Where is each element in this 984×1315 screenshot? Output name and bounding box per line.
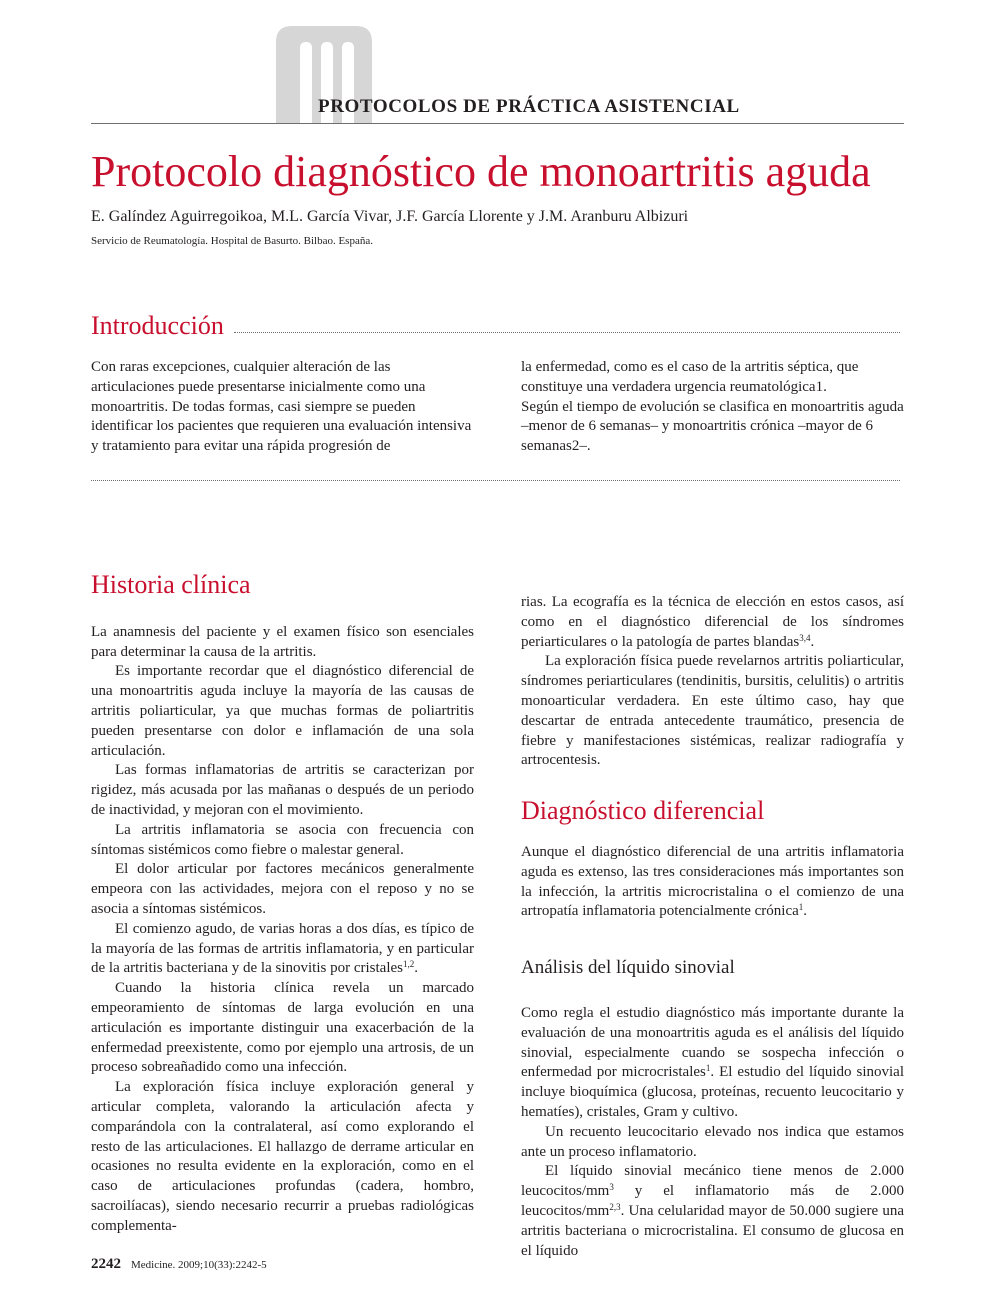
dotted-leader	[234, 332, 900, 333]
intro-column-1: Con raras excepciones, cualquier alteración de las articulaciones puede presentarse inicialmente como una monoartritis. De todas formas, casi siempre se pueden identificar los pacientes que requieren una evaluación intensiva y tratamiento para evitar una rápida progresión de	[91, 359, 472, 455]
paragraph: Un recuento leucocitario elevado nos indica que estamos ante un proceso inflamatorio.	[521, 1123, 904, 1160]
paragraph: Como regla el estudio diagnóstico más importante durante la evaluación de una monoartritis aguda es el análisis del líquido sinovial, especialmente cuando se sospecha infección o enfermedad por microcristales$^1$. El estudio del líquido sinovial incluye bioquímica (glucosa, proteínas, recuento leucocitario y hematíes), cristales, Gram y cultivo.	[521, 1004, 904, 1120]
article-title: Protocolo diagnóstico de monoartritis aguda	[91, 147, 871, 196]
reference: 1	[705, 1063, 711, 1074]
dotted-divider	[91, 480, 900, 481]
liquido-subheading: Análisis del líquido sinovial	[521, 957, 735, 979]
reference: 3,4	[799, 632, 811, 643]
paragraph: El comienzo agudo, de varias horas a dos días, es típico de la mayoría de las formas de artritis inflamatoria, y en particular de la artritis bacteriana y de la sinovitis por cristales$^{1,2}$.	[91, 920, 474, 977]
paragraph: rias. La ecografía es la técnica de elección en estos casos, así como en el diagnóstico diferencial de los síndromes periarticulares o la patología de partes blandas$^{3,4}$.	[521, 594, 904, 650]
diagnostico-heading: Diagnóstico diferencial	[521, 796, 765, 826]
intro-heading: Introducción	[91, 311, 224, 340]
paragraph: Es importante recordar que el diagnóstico diferencial de una monoartritis aguda incluye la mayoría de las causas de artritis poliarticular, ya que muchas formas de poliartritis pueden presentarse con dolor e inflamación de una sola articulación.	[91, 663, 474, 759]
paragraph: Las formas inflamatorias de artritis se caracterizan por rigidez, más acusada por las mañanas o después de un periodo de inactividad, y mejoran con el movimiento.	[91, 762, 474, 818]
reference: 2,3	[609, 1201, 621, 1212]
page-footer	[91, 1255, 267, 1273]
page-number: 2242	[91, 1256, 121, 1272]
reference: 1,2	[402, 959, 415, 970]
paragraph: La exploración física puede revelarnos artritis poliarticular, síndromes periarticulares (tendinitis, bursitis, celulitis) o artritis monoarticular verdadera. En este último caso, hay que descartar de entrada antecedente traumático, presencia de fiebre y manifestaciones sistémicas, realizar radiografía y artrocentesis.	[521, 653, 904, 769]
right-column	[521, 593, 904, 1261]
journal-citation: Medicine. 2009;10(33):2242-5	[131, 1259, 267, 1271]
paragraph: El líquido sinovial mecánico tiene menos de 2.000 leucocitos/$mm^3$ y el inflamatorio más de 2.000 leucocitos/mm$^{2,3}$. Una celularidad mayor de 50.000 sugiere una artritis bacteriana o microcristalina. El consumo de glucosa en el líquido	[521, 1163, 904, 1259]
authors: E. Galíndez Aguirregoikoa, M.L. García Vivar, J.F. García Llorente y J.M. Aranburu Albizuri	[91, 208, 689, 225]
historia-heading: Historia clínica	[91, 570, 251, 599]
paragraph: La exploración física incluye exploración general y articular completa, valorando la articulación afecta y comparándola con la contralateral, así como explorando el resto de las articulaciones. El hallazgo de derrame articular en ocasiones no resulta evidente en la exploración, como en el caso de articulaciones profundas (cadera, hombro, sacroilíacas), siendo necesario recurrir a pruebas radiológicas complementa-	[91, 1079, 474, 1234]
paragraph: El dolor articular por factores mecánicos generalmente empeora con las actividades, mejora con el reposo y no se asocia a síntomas sistémicos.	[91, 861, 474, 917]
intro-paragraph: Según el tiempo de evolución se clasifica en monoartritis aguda –menor de 6 semanas– y monoartritis crónica –mayor de 6 semanas2–.	[521, 398, 904, 455]
affiliation: Servicio de Reumatología. Hospital de Basurto. Bilbao. España.	[91, 235, 373, 247]
paragraph: Aunque el diagnóstico diferencial de una artritis inflamatoria aguda es extenso, las tres consideraciones más importantes son la infección, la artritis microcristalina o el comienzo de una artropatía inflamatoria potencialmente crónica$^1$.	[521, 843, 904, 920]
left-column	[91, 570, 474, 1237]
paragraph: La artritis inflamatoria se asocia con frecuencia con síntomas sistémicos como fiebre o malestar general.	[91, 821, 474, 858]
intro-paragraph: la enfermedad, como es el caso de la artritis séptica, que constituye una verdadera urgencia reumatológica1.	[521, 359, 859, 395]
header-rule	[91, 123, 904, 124]
reference: 1	[798, 902, 804, 913]
section-label: PROTOCOLOS DE PRÁCTICA ASISTENCIAL	[318, 96, 740, 117]
paragraph: La anamnesis del paciente y el examen físico son esenciales para determinar la causa de la artritis.	[91, 623, 474, 660]
intro-column-2	[521, 358, 904, 457]
paragraph: Cuando la historia clínica revela un marcado empeoramiento de síntomas de larga evolución en una articulación es importante distinguir una exacerbación de la enfermedad preexistente, como por ejemplo una artrosis, de un proceso sobreañadido como una infección.	[91, 980, 474, 1076]
